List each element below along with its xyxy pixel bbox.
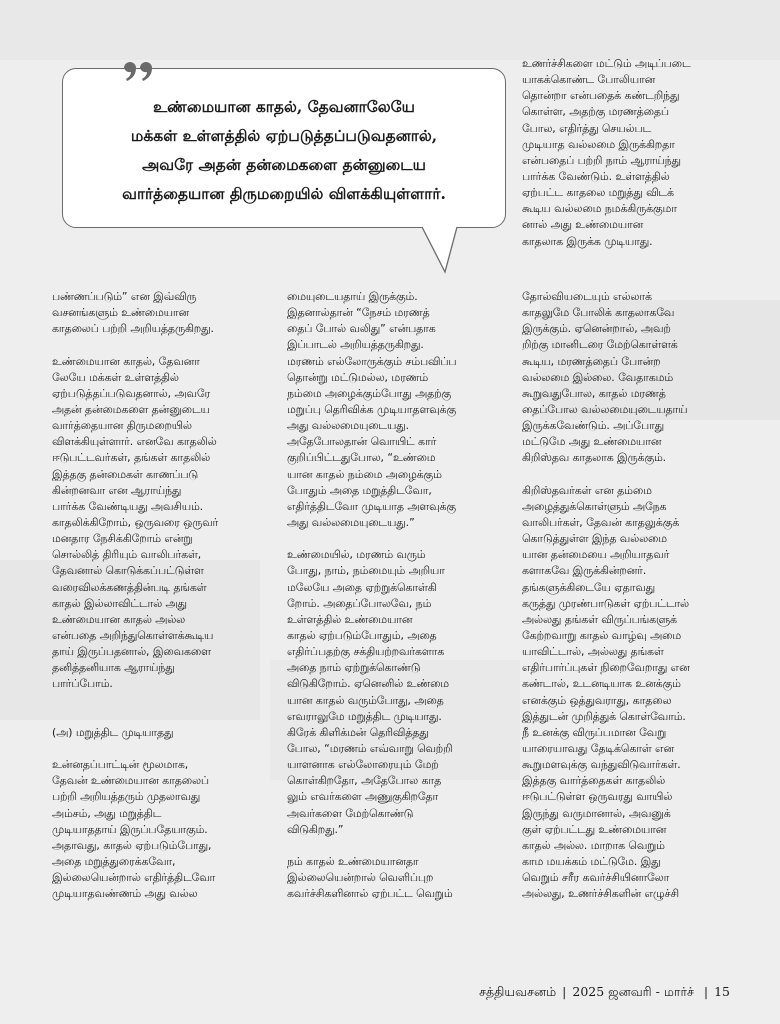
- text-line: தங்களுக்கிடையே ஏதாவது: [522, 580, 656, 594]
- pull-quote-line: உண்மையான காதல், தேவனாலேயே: [153, 97, 415, 116]
- column-3: [522, 289, 747, 902]
- text-line: எவராலுமே மறுத்திட முடியாது.: [287, 709, 442, 723]
- page-footer: சத்தியவசனம் | 2025 ஜனவரி - மார்ச் | 15: [479, 984, 730, 999]
- text-line: யாவிட்டால், அல்லது தங்கள்: [522, 645, 664, 659]
- text-line: அழைத்துக்கொள்ளும் அநேக: [522, 499, 667, 513]
- text-line: தோல்வியடையும் எல்லாக்: [522, 290, 652, 303]
- pull-quote-text: [72, 92, 496, 208]
- text-line: விடுகிறோம். ஏனெனில் உண்மை: [287, 677, 450, 691]
- paragraph: [522, 56, 752, 250]
- text-line: மட்டுமே அது உண்மையான: [522, 435, 662, 449]
- text-line: இருந்து வருமானால், அவனுக்: [522, 806, 671, 820]
- text-line: என்பதை அறிந்துகொள்ளக்கூடிய: [52, 628, 214, 642]
- text-line: தனித்தனியாக ஆராய்ந்து: [52, 661, 175, 675]
- text-line: கின்றனவா என ஆராய்ந்து: [52, 483, 182, 497]
- pull-quote-line: அவரே அதன் தன்மைகளை தன்னுடைய: [142, 155, 426, 174]
- text-line: விளக்கியுள்ளார். எனவே காதலில்: [52, 435, 217, 449]
- text-line: பற்றி அறியத்தரும் முதலாவது: [52, 790, 201, 804]
- text-line: முடியாதவண்ணம் அது வல்ல: [52, 887, 198, 901]
- paragraph: [52, 354, 267, 693]
- text-line: உள்ளத்தில் உண்மையான: [287, 612, 413, 626]
- text-line: கூடிய வல்லமை நமக்கிருக்குமா: [522, 202, 677, 216]
- text-line: போல, “மரணம் எவ்வாறு வெற்றி: [287, 741, 453, 755]
- pull-quote-line: மக்கள் உள்ளத்தில் ஏற்படுத்தப்படுவதனால்,: [130, 126, 438, 145]
- text-line: ஈடுபட்டவர்கள், தங்கள் காதலில்: [52, 451, 211, 465]
- text-line: போதும் அதை மறுத்திடவோ,: [287, 483, 432, 497]
- text-line: யாகக்கொண்ட போலியான: [522, 73, 656, 87]
- text-line: யான தன்மையை அறியாதவர்: [522, 548, 670, 562]
- text-line: அல்லது, உணர்ச்சிகளின் எழுச்சி: [522, 887, 679, 901]
- text-line: தேவன் உண்மையான காதலைப்: [52, 774, 209, 788]
- text-line: போது, நாம், நம்மையும் அறியா: [287, 564, 445, 578]
- text-line: வாலிபர்கள், தேவன் காதலுக்குக்: [522, 515, 680, 529]
- text-line: இருக்கவேண்டும். அப்போது: [522, 419, 664, 433]
- text-line: நீ உனக்கு விருப்பமான வேறு: [522, 725, 667, 739]
- text-line: லேயே மக்கள் உள்ளத்தில்: [52, 370, 179, 384]
- text-line: கவர்ச்சிகளினால் ஏற்பட்ட வெறும்: [287, 887, 453, 901]
- text-line: காதல் அல்ல. மாறாக வெறும்: [522, 838, 665, 852]
- text-line: அதை நாம் ஏற்றுக்கொண்டு: [287, 661, 421, 675]
- text-line: அதை மறுத்துரைக்கவோ,: [52, 854, 176, 868]
- paragraph: [287, 289, 502, 531]
- paragraph: [522, 483, 747, 903]
- text-line: ஈடுபட்டுள்ள ஒருவரது வாயில்: [522, 790, 673, 804]
- text-line: கொள்ள, அதற்கு மரணத்தைப்: [522, 105, 669, 119]
- paragraph: [52, 289, 267, 337]
- text-line: மறுப்பு தெரிவிக்க முடியாதளவுக்கு: [287, 402, 456, 416]
- text-line: இப்பாடல் அறியத்தருகிறது.: [287, 338, 424, 352]
- text-line: காதலுமே போலிக் காதலாகவே: [522, 306, 675, 320]
- text-line: தைப் போல் வலிது” என்பதாக: [287, 322, 436, 336]
- text-line: நம்மை அழைக்கும்போது அதற்கு: [287, 386, 452, 400]
- text-line: வார்த்தையான திருமறையில்: [52, 419, 192, 433]
- text-line: எனக்கும் ஒத்துவராது, காதலை: [522, 693, 672, 707]
- text-line: கொள்கிறதோ, அதேபோல காத: [287, 774, 442, 788]
- page-number: 15: [714, 984, 730, 999]
- text-line: அது வல்லமையுடையது.: [287, 419, 410, 433]
- text-line: மலேயே அதை ஏற்றுக்கொள்கி: [287, 580, 437, 594]
- text-line: கொடுத்துள்ள இந்த வல்லமை: [522, 532, 667, 546]
- text-line: எதிர்ப்பதற்கு சக்தியற்றவர்களாக: [287, 645, 445, 659]
- text-line: கண்டால், உடனடியாக உனக்கும்: [522, 677, 681, 691]
- text-line: காதல் இல்லாவிட்டால் அது: [52, 596, 187, 610]
- text-line: கூடிய, மரணத்தைப் போன்ற: [522, 354, 661, 368]
- text-line: போல, எதிர்த்து செயல்பட: [522, 121, 652, 135]
- text-line: கூறுமளவுக்கு வந்துவிடுவார்கள்.: [522, 758, 681, 772]
- text-line: உண்மையான காதல் அல்ல: [52, 612, 186, 626]
- text-line: முடியாததாய் இருப்பதேயாகும்.: [52, 822, 208, 836]
- quote-mark-icon: [122, 56, 156, 82]
- text-line: நம் காதல் உண்மையானதா: [287, 854, 419, 868]
- text-line: அதன் தன்மைகளை தன்னுடைய: [52, 402, 210, 416]
- text-line: அதாவது, காதல் ஏற்படும்போது,: [52, 838, 212, 852]
- text-line: அது வல்லமையுடையது.”: [287, 515, 415, 529]
- paragraph: [287, 854, 502, 902]
- text-line: உன்னதப்பாட்டின் மூலமாக,: [52, 758, 189, 772]
- text-line: தொன்று மட்டுமல்ல, மரணம்: [287, 370, 429, 384]
- top-right-text: [522, 56, 752, 250]
- text-line: யாரையாவது தேடிக்கொள் என: [522, 741, 674, 755]
- text-line: அம்சம், அது மறுத்திட: [52, 806, 162, 820]
- text-line: பார்க்க வேண்டியது அவசியம்.: [52, 499, 204, 513]
- section-heading: (அ) மறுத்திட முடியாதது: [52, 725, 174, 739]
- text-line: வரைவிலக்கணத்தின்படி தங்கள்: [52, 580, 207, 594]
- text-line: மனதார நேசிக்கிறோம் என்று: [52, 532, 193, 546]
- text-line: லும் எவர்களை அணுகுகிறதோ: [287, 790, 439, 804]
- column-2: [287, 289, 502, 902]
- text-line: பார்க்க வேண்டும். உள்ளத்தில்: [522, 169, 670, 183]
- text-line: இத்துடன் முறித்துக் கொள்வோம்.: [522, 709, 686, 723]
- text-line: தாய் இருப்பதனால், இவைகளை: [52, 645, 211, 659]
- text-line: னால் அது உண்மையான: [522, 218, 644, 232]
- text-line: ஏற்படுத்தப்படுவதனால், அவரே: [52, 386, 211, 400]
- text-line: றிற்கு மானிடரை மேற்கொள்ளக்: [522, 338, 678, 352]
- text-line: மையுடையதாய் இருக்கும்.: [287, 290, 418, 303]
- text-line: இதனால்தான் “நேசம் மரணத்: [287, 306, 430, 320]
- text-line: கேற்றவாறு காதல் வாழ்வு அமை: [522, 628, 682, 642]
- background-band: [0, 0, 780, 60]
- text-line: தைப்போல வல்லமையுடையதாய்: [522, 402, 688, 416]
- text-line: யான காதல் வரும்போது, அதை: [287, 693, 444, 707]
- pull-quote-line: வார்த்தையான திருமறையில் விளக்கியுள்ளார்.: [122, 184, 446, 203]
- text-line: குள் ஏற்பட்டது உண்மையான: [522, 822, 667, 836]
- text-line: பார்ப்போம்.: [52, 677, 113, 691]
- text-line: அவர்களை மேற்கொண்டு: [287, 806, 414, 820]
- issue-date: 2025 ஜனவரி - மார்ச்: [572, 984, 694, 999]
- text-line: இல்லையென்றால் வெளிப்புற: [287, 871, 434, 885]
- text-line: உண்மையில், மரணம் வரும்: [287, 548, 426, 562]
- text-line: வசனங்களும் உண்மையான: [52, 306, 190, 320]
- magazine-name: சத்தியவசனம்: [479, 984, 557, 999]
- text-line: கூறுவதுபோல, காதல் மரணத்: [522, 386, 666, 400]
- text-line: யாளனாக எல்லோரையும் மேற்: [287, 758, 439, 772]
- text-line: மரணம் எல்லோருக்கும் சம்பவிப்ப: [287, 354, 457, 368]
- text-line: காதலிக்கிறோம், ஒருவரை ஒருவர்: [52, 515, 219, 529]
- text-line: கிறிஸ்தவ காதலாக இருக்கும்.: [522, 451, 667, 465]
- text-line: இத்தகு தன்மைகள் காணப்படு: [52, 467, 199, 481]
- speech-bubble-tail: [421, 226, 461, 274]
- text-line: காதலாக இருக்க முடியாது.: [522, 234, 653, 248]
- text-line: இல்லையென்றால் எதிர்த்திடவோ: [52, 871, 216, 885]
- text-line: இருக்கும். ஏனென்றால், அவற்: [522, 322, 671, 336]
- text-line: எதிர்த்திடவோ முடியாத அளவுக்கு: [287, 499, 456, 513]
- text-line: கருத்து முரண்பாடுகள் ஏற்பட்டால்: [522, 596, 690, 610]
- paragraph: [52, 757, 267, 902]
- column-1: [52, 289, 267, 902]
- text-line: அல்லது தங்கள் விருப்பங்களுக்: [522, 612, 677, 626]
- text-line: சொல்லித் திரியும் வாலிபர்கள்,: [52, 548, 202, 562]
- paragraph: [287, 547, 502, 838]
- text-line: குறிப்பிட்டதுபோல, “உண்மை: [287, 451, 436, 465]
- text-line: காம மயக்கம் மட்டுமே. இது: [522, 854, 661, 868]
- text-line: அதேபோலதான் வொயிட் கார்: [287, 435, 437, 449]
- text-line: தேவனால் கொடுக்கப்பட்டுள்ள: [52, 564, 204, 578]
- text-line: களாகவே இருக்கின்றனர்.: [522, 564, 647, 578]
- text-line: உணர்ச்சிகளை மட்டும் அடிப்படை: [522, 57, 691, 70]
- text-line: முடியாத வல்லமை இருக்கிறதா: [522, 137, 675, 151]
- text-line: காதல் ஏற்படும்போதும், அதை: [287, 628, 437, 642]
- text-line: பண்ணப்படும்” என இவ்விரு: [52, 290, 197, 303]
- text-line: என்பதைப் பற்றி நாம் ஆராய்ந்து: [522, 153, 681, 167]
- text-line: தொன்றா என்பதைக் கண்டறிந்து: [522, 89, 680, 103]
- text-line: இத்தகு வார்த்தைகள் காதலில்: [522, 774, 666, 788]
- text-line: விடுகிறது.”: [287, 822, 344, 836]
- text-line: கிறிஸ்தவர்கள் என தம்மை: [522, 483, 652, 497]
- text-line: உண்மையான காதல், தேவனா: [52, 354, 200, 368]
- text-line: கிரேக் கிளிக்மன் தெரிவித்தது: [287, 725, 429, 739]
- text-line: எதிர்பார்ப்புகள் நிறைவேறாது என: [522, 661, 690, 675]
- text-line: காதலைப் பற்றி அறியத்தருகிறது.: [52, 322, 214, 336]
- text-line: ஏற்பட்ட காதலை மறுத்து விடக்: [522, 186, 674, 200]
- paragraph: [522, 289, 747, 467]
- text-line: யான காதல் நம்மை அழைக்கும்: [287, 467, 442, 481]
- text-line: வெறும் சரீர கவர்ச்சியினாலோ: [522, 871, 670, 885]
- text-line: றோம். அதைப்போலவே, நம்: [287, 596, 432, 610]
- text-line: வல்லமை இல்லை. வேதாகமம்: [522, 370, 674, 384]
